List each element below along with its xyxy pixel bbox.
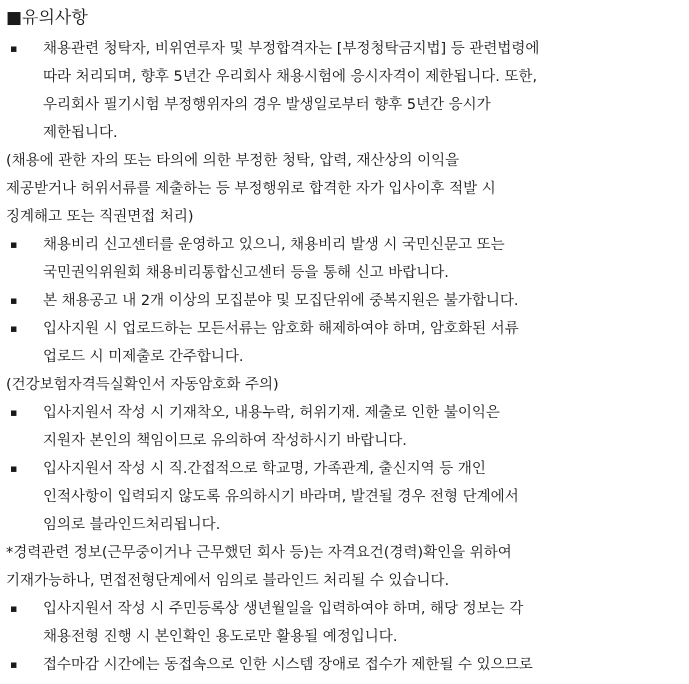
line-text: 채용관련 청탁자, 비위연루자 및 부정합격자는 [부정청탁금지법] 등 관련법령에: [43, 41, 540, 57]
bullet-icon: ▪: [10, 602, 18, 615]
note-line: [6, 567, 679, 595]
bullet-continuation: [6, 343, 679, 371]
bullet-icon: ▪: [10, 294, 18, 307]
bullet-item: [6, 651, 679, 679]
line-text: 업로드 시 미제출로 간주합니다.: [43, 349, 244, 365]
line-text: 제한됩니다.: [43, 125, 118, 141]
bullet-item: [6, 595, 679, 623]
line-text: 본 채용공고 내 2개 이상의 모집분야 및 모집단위에 중복지원은 불가합니다.: [43, 293, 519, 309]
line-text: 따라 처리되며, 향후 5년간 우리회사 채용시험에 응시자격이 제한됩니다. 또한,: [43, 69, 538, 85]
bullet-item: [6, 399, 679, 427]
bullet-continuation: [6, 63, 679, 91]
line-text: 기재가능하나, 면접전형단계에서 임의로 블라인드 처리될 수 있습니다.: [6, 573, 450, 589]
line-text: (채용에 관한 자의 또는 타의에 의한 부정한 청탁, 압력, 재산상의 이익을: [6, 153, 460, 169]
line-text: 입사지원서 작성 시 주민등록상 생년월일을 입력하여야 하며, 해당 정보는 각: [43, 601, 524, 617]
line-text: 채용비리 신고센터를 운영하고 있으니, 채용비리 발생 시 국민신문고 또는: [43, 237, 505, 253]
line-text: 입사지원서 작성 시 직.간접적으로 학교명, 가족관계, 출신지역 등 개인: [43, 461, 486, 477]
line-text: 접수마감 시간에는 동접속으로 인한 시스템 장애로 접수가 제한될 수 있으므로: [43, 657, 533, 673]
line-text: 입사지원서 작성 시 기재착오, 내용누락, 허위기재. 제출로 인한 불이익은: [43, 405, 500, 421]
bullet-item: [6, 231, 679, 259]
line-text: (건강보험자격득실확인서 자동암호화 주의): [6, 377, 279, 393]
bullet-icon: ▪: [10, 406, 18, 419]
note-line: [6, 175, 679, 203]
bullet-continuation: [6, 119, 679, 147]
bullet-continuation: [6, 511, 679, 539]
line-text: *경력관련 정보(근무중이거나 근무했던 회사 등)는 자격요건(경력)확인을 위하여: [6, 545, 512, 561]
bullet-icon: ▪: [10, 658, 18, 671]
line-text: 인적사항이 입력되지 않도록 유의하시기 바라며, 발견될 경우 전형 단계에서: [43, 489, 519, 505]
bullet-icon: ▪: [10, 322, 18, 335]
bullet-icon: ▪: [10, 462, 18, 475]
note-line: [6, 203, 679, 231]
bullet-continuation: [6, 259, 679, 287]
bullet-icon: ▪: [10, 42, 18, 55]
bullet-item: [6, 315, 679, 343]
note-line: [6, 539, 679, 567]
bullet-continuation: [6, 623, 679, 651]
line-text: 임의로 블라인드처리됩니다.: [43, 517, 221, 533]
note-line: [6, 371, 679, 399]
bullet-item: [6, 287, 679, 315]
bullet-icon: ▪: [10, 238, 18, 251]
bullet-continuation: [6, 427, 679, 455]
line-text: 징계해고 또는 직권면접 처리): [6, 209, 194, 225]
line-text: 지원자 본인의 책임이므로 유의하여 작성하시기 바랍니다.: [43, 433, 407, 449]
bullet-item: [6, 35, 679, 63]
line-text: 우리회사 필기시험 부정행위자의 경우 발생일로부터 향후 5년간 응시가: [43, 97, 491, 113]
line-text: 국민권익위원회 채용비리통합신고센터 등을 통해 신고 바랍니다.: [43, 265, 449, 281]
bullet-continuation: [6, 483, 679, 511]
notice-content: [6, 35, 679, 679]
note-line: [6, 147, 679, 175]
section-title: ■유의사항: [6, 8, 88, 28]
line-text: 채용전형 진행 시 본인확인 용도로만 활용될 예정입니다.: [43, 629, 398, 645]
bullet-continuation: [6, 91, 679, 119]
line-text: 입사지원 시 업로드하는 모든서류는 암호화 해제하여야 하며, 암호화된 서류: [43, 321, 519, 337]
line-text: 제공받거나 허위서류를 제출하는 등 부정행위로 합격한 자가 입사이후 적발 시: [6, 181, 496, 197]
bullet-item: [6, 455, 679, 483]
